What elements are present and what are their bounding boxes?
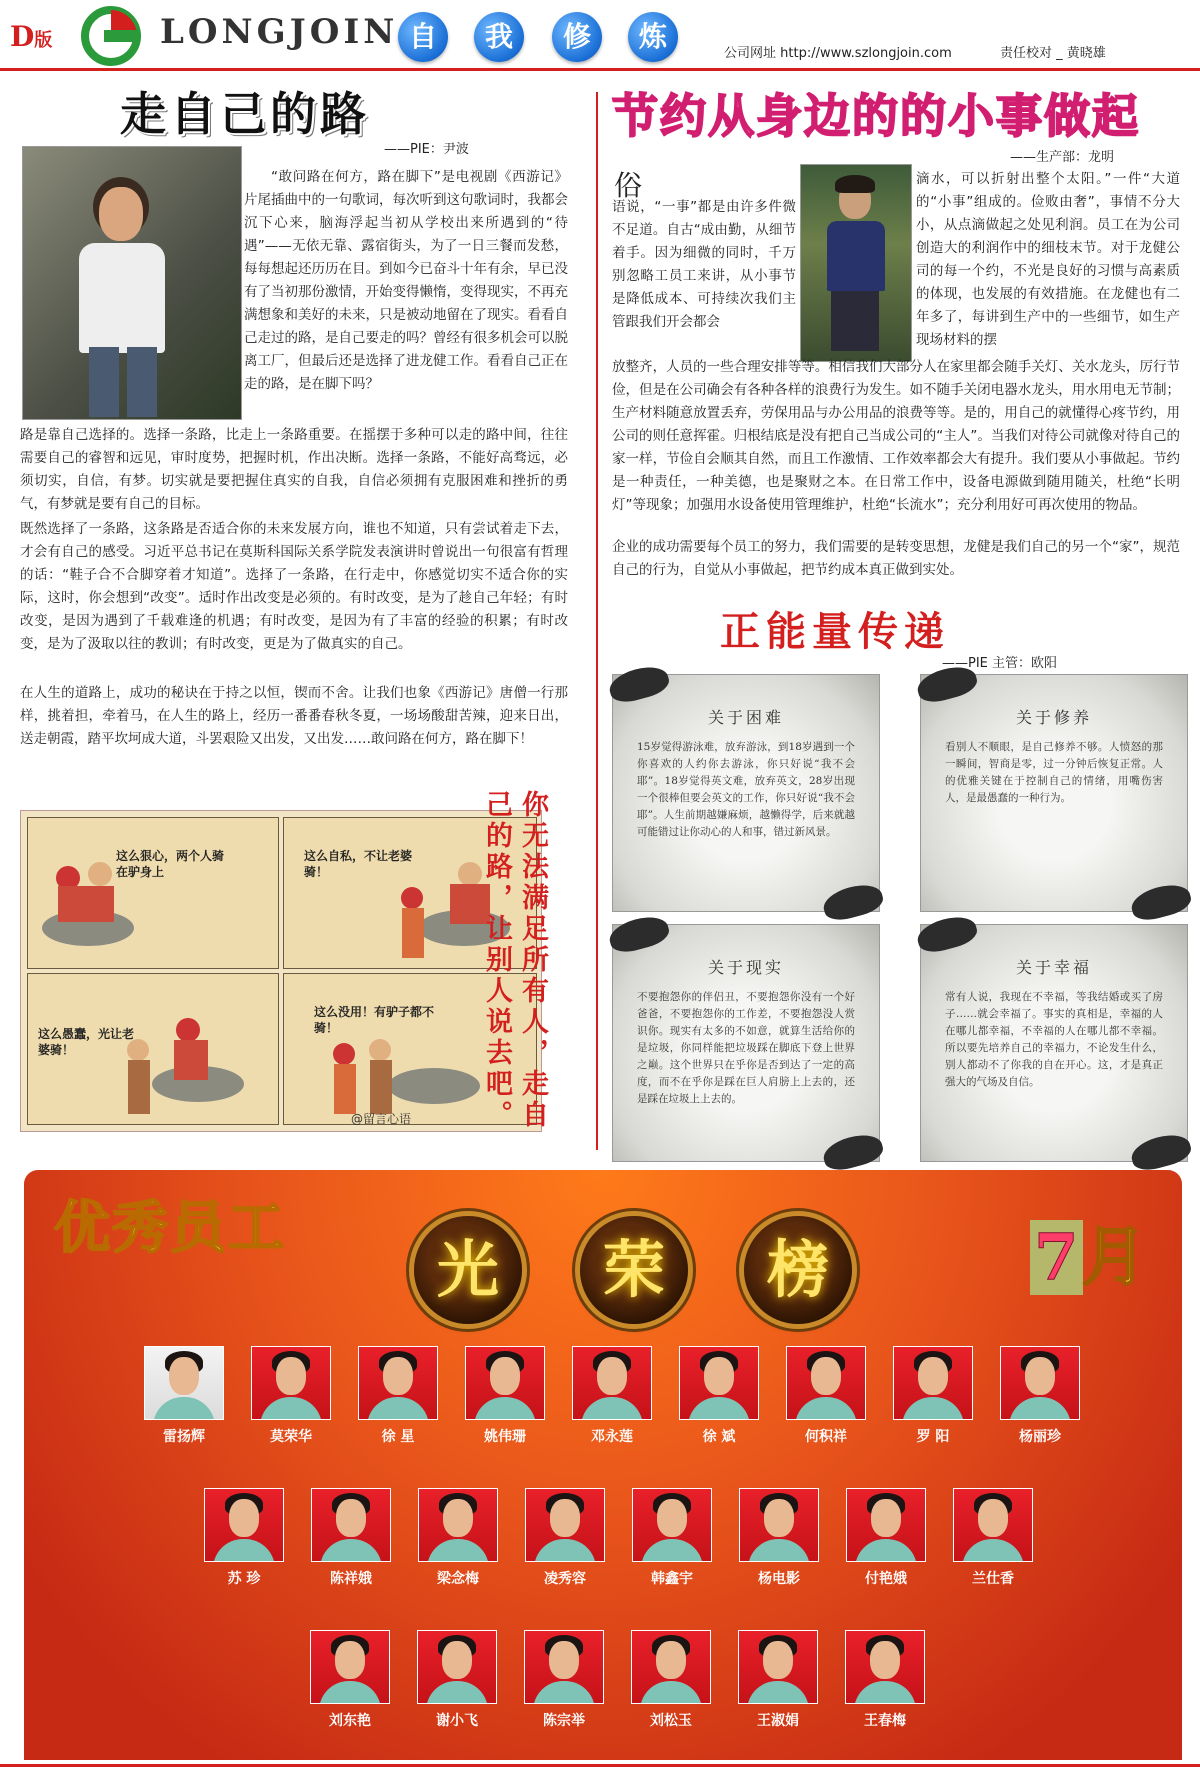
employee-photo [846,1488,926,1562]
employee-photo-face [490,1357,520,1395]
employee-card [786,1346,866,1446]
comic-credit: @留言心语 [351,1112,412,1126]
employee-photo-shirt [426,1681,488,1704]
brand-name: LONGJOIN [160,12,399,52]
employee-photo-face [978,1499,1008,1537]
employee-photo-face [763,1641,793,1679]
left-article-byline: ——PIE：尹波 [384,142,469,157]
honor-badge-3: 榜 [744,1216,852,1324]
employee-photo [572,1346,652,1420]
vertical-quote: 你无法满足所有人，走自己的路，让别人说去吧。 [481,790,548,1131]
employee-card [953,1488,1033,1588]
honor-badge-1: 光 [414,1216,522,1324]
employee-photo-shirt [367,1397,429,1420]
right-article-wrap-right: 滴水，可以折射出整个太阳。”一件“大道的“小事”组成的。俭败由奢”，事情不分大小，从点滴做起之处见利润。员工在为公司创造大的利润作中的细枝末节。对于龙健公司的每一个约，不光是良好的习惯与高素质的体现，也发展的有效措施。在龙健也有二年多了，每讲到生产中的一些细节，如生产现场材料的摆 [916,171,1180,348]
month-suffix: 月 [1082,1220,1147,1295]
employee-card [846,1488,926,1588]
employee-photo-shirt [854,1681,916,1704]
honor-month [1030,1206,1147,1298]
energy-card-body: 15岁觉得游泳难，放弃游泳，到18岁遇到一个你喜欢的人约你去游泳，你只好说“我不会耶”。18岁觉得英文难，放弃英文，28岁出现一个很棒但要会英文的工作，你只好说“我不会耶”。人生前期越嫌麻烦，越懒得学，后来就越可能错过让你动心的人和事，错过新风景。 [637,741,855,838]
employee-card [572,1346,652,1446]
energy-card-difficulty [612,674,880,912]
employee-photo-face [549,1641,579,1679]
employee-name: 兰仕香 [972,1571,1014,1587]
energy-card-cultivation [920,674,1188,912]
author-leg-left [89,347,119,417]
employee-photo-face [918,1357,948,1395]
energy-card-title: 关于幸福 [1015,958,1092,977]
employee-photo [893,1346,973,1420]
employee-photo [1000,1346,1080,1420]
employee-photo-shirt [427,1539,489,1562]
energy-card-happiness [920,924,1188,1162]
employee-card [738,1630,818,1730]
topic-circle-4: 炼 [628,12,678,62]
scroll-icon [606,912,672,957]
author-shirt [79,243,165,353]
author-leg-right [127,347,157,417]
employee-photo-shirt [962,1539,1024,1562]
comic-bubble-3: 这么愚蠢，光让老婆骑！ [38,1027,135,1057]
drop-cap: 俗 [614,169,643,202]
employee-photo-shirt [747,1681,809,1704]
left-article-intro: “敢问路在何方，路在脚下”是电视剧《西游记》片尾插曲中的一句歌词，每次听到这句歌词时，我都会沉下心来，脑海浮起当初从学校出来所遇到的“待遇”——无依无靠、露宿街头，为了一日三餐而发愁，每每想起还历历在目。到如今已奋斗十年有余，早已没有了当初那份激情，开始变得懒惰，变得现实，不再充满想象和美好的未来，只是被动地留在了现实。看看自己走过的路，是自己要走的吗？曾经有很多机会可以脱离工厂，但最后还是选择了进龙健工作。看看自己正在走的路，是在脚下吗？ [244,169,568,392]
employee-name: 苏 珍 [227,1571,261,1587]
employee-card [524,1630,604,1730]
employee-card [679,1346,759,1446]
employee-photo [953,1488,1033,1562]
employee-photo-shirt [213,1539,275,1562]
employee-name: 陈祥娥 [330,1571,372,1587]
employee-photo-face [443,1499,473,1537]
employee-name: 罗 阳 [916,1429,950,1445]
author2-shirt [827,221,885,291]
employee-photo [311,1488,391,1562]
left-article-paragraph-2: 既然选择了一条路，这条路是否适合你的未来发展方向，谁也不知道，只有尝试着走下去，才会有自己的感受。习近平总书记在莫斯科国际关系学院发表演讲时曾说出一句很富有哲理的话：“鞋子合不合脚穿着才知道”。选择了一条路，在行走中，你感觉切实不适合你的实际，这时，你会想到“改变”。适时作出改变是必须的。有时改变，是为了趁自己年轻；有时改变，是因为遇到了千载难逢的机遇；有时改变，是因为有了丰富的经验的积累；有时改变，是为了汲取以往的教训；有时改变，更是为了做真实的自己。 [20,521,568,652]
employee-photo-face [871,1499,901,1537]
edition-label [10,20,52,53]
employee-photo [524,1630,604,1704]
longjoin-logo [78,6,144,66]
employee-photo-face [336,1499,366,1537]
right-article-paragraph-1: 放整齐，人员的一些合理安排等等。相信我们大部分人在家里都会随手关灯、关水龙头，厉行节俭，但是在公司确会有各种各样的浪费行为发生。如不随手关闭电器水龙头，用水用电无节制；生产材料随意放置丢弃，劳保用品与办公用品的浪费等等。是的，用自己的就懂得心疼节约，用公司的则任意挥霍。归根结底是没有把自己当成公司的“主人”。当我们对待公司就像对待自己的家一样，节俭自会顺其自然，而且工作激情、工作效率都会大有提升。我们要从小事做起。节约是一种责任，一种美德，也是聚财之本。在日常工作中，设备电源做到随用随关，杜绝“长明灯”等现象；加强用水设备使用管理维护，杜绝“长流水”；充分利用好可再次使用的物品。 [612,359,1180,513]
employee-photo-shirt [581,1397,643,1420]
scroll-icon [820,880,886,925]
employee-photo-shirt [153,1397,215,1420]
employee-photo-shirt [533,1681,595,1704]
employee-photo-shirt [688,1397,750,1420]
employee-photo-face [335,1641,365,1679]
employee-card [525,1488,605,1588]
employee-photo [679,1346,759,1420]
donkey-icon [28,818,278,968]
scroll-icon [606,662,672,707]
topic-circle-3: 修 [552,12,602,62]
employee-photo [251,1346,331,1420]
employee-photo-shirt [260,1397,322,1420]
employee-photo [786,1346,866,1420]
employee-photo-face [657,1499,687,1537]
employee-photo-face [276,1357,306,1395]
energy-card-body: 看别人不顺眼，是自己修养不够。人愤怒的那一瞬间，智商是零，过一分钟后恢复正常。人的优雅关键在于控制自己的情绪，用嘴伤害人，是最愚蠢的一种行为。 [945,741,1163,804]
employee-card [739,1488,819,1588]
employee-name: 徐 斌 [702,1429,736,1445]
comic-bubble-4: 这么没用！有驴子都不骑！ [314,1005,435,1035]
employee-card [845,1630,925,1730]
employee-card [311,1488,391,1588]
employee-photo-face [597,1357,627,1395]
employee-photo [144,1346,224,1420]
employee-photo-face [704,1357,734,1395]
employee-card [310,1630,390,1730]
employee-photo [631,1630,711,1704]
right-article-byline: ——生产部：龙明 [1010,150,1115,165]
employee-photo-face [442,1641,472,1679]
employee-photo [310,1630,390,1704]
employee-name: 付艳娥 [865,1571,907,1587]
employee-photo-shirt [641,1539,703,1562]
employee-name: 雷扬辉 [163,1429,205,1445]
employee-name: 王淑娟 [757,1713,799,1729]
right-article-title: 节约从身边的的小事做起 [612,89,1140,143]
employee-name: 何积祥 [805,1429,847,1445]
energy-byline: ——PIE 主管：欧阳 [942,656,1058,671]
author-photo-2 [800,164,912,362]
employee-photo [358,1346,438,1420]
right-article-wrap-left: 语说，“一事”都是由许多件微不足道。自古“成由勤，从细节着手。因为细微的同时，千万别忽略工员工来讲，从小事节是降低成本、可持续次我们主管跟我们开会都会 [612,199,796,330]
left-article-paragraph-3: 在人生的道路上，成功的秘诀在于持之以恒，锲而不舍。让我们也象《西游记》唐僧一行那样，挑着担，牵着马，在人生的路上，经历一番番春秋冬夏，一场场酸甜苦辣，迎来日出，送走朝霞，踏平坎坷成大道，斗罢艰险又出发，又出发……敢问路在何方，路在脚下！ [20,685,568,747]
editor-credit: 责任校对 _ 黄晓雄 [1000,46,1106,61]
right-article-paragraph-2: 企业的成功需要每个员工的努力，我们需要的是转变思想，龙健是我们自己的另一个“家”，规范自己的行为，自觉从小事做起，把节约成本真正做到实处。 [612,539,1180,578]
author-face [99,187,143,241]
employee-card [418,1488,498,1588]
employee-photo-shirt [1009,1397,1071,1420]
employee-card [893,1346,973,1446]
left-article-paragraph-1: 路是靠自己选择的。选择一条路，比走上一条路重要。在摇摆于多种可以走的路中间，往往需要自己的睿智和远见，审时度势，把握时机，作出决断。选择一条路，不能好高骛远，必须切实，自信，有梦。切实就是要把握住真实的自我，自信必须拥有克服困难和挫折的勇气，有梦就是要有自己的目标。 [20,427,568,512]
energy-card-title: 关于现实 [707,958,784,977]
employee-card [465,1346,545,1446]
employee-card [144,1346,224,1446]
employee-photo-face [764,1499,794,1537]
employee-photo-face [811,1357,841,1395]
donkey-comic [20,810,542,1132]
employee-photo [738,1630,818,1704]
employee-photo [204,1488,284,1562]
employee-name: 徐 星 [381,1429,415,1445]
employee-photo-shirt [640,1681,702,1704]
footer-divider [0,1764,1200,1767]
topic-circle-2: 我 [474,12,524,62]
employee-photo-shirt [474,1397,536,1420]
honor-title: 优秀员工 [54,1195,286,1261]
employee-photo-face [1025,1357,1055,1395]
edition-letter: D [10,20,35,53]
employee-photo-shirt [855,1539,917,1562]
employee-card [204,1488,284,1588]
author2-pants [831,291,879,351]
employee-photo [418,1488,498,1562]
employee-photo-face [229,1499,259,1537]
employee-card [251,1346,331,1446]
company-website: 公司网址 http://www.szlongjoin.com [724,46,952,61]
employee-photo-shirt [902,1397,964,1420]
employee-photo-face [550,1499,580,1537]
employee-photo [845,1630,925,1704]
energy-card-body: 不要抱怨你的伴侣丑，不要抱怨你没有一个好爸爸，不要抱怨你的工作差，不要抱怨没人赏识你。现实有太多的不如意，就算生活给你的是垃圾，你同样能把垃圾踩在脚底下登上世界之巅。这个世界只在乎你是否到达了一定的高度，而不在乎你是踩在巨人肩膀上上去的，还是踩在垃圾上上去的。 [637,991,855,1105]
author-photo [22,146,242,420]
employee-photo-face [870,1641,900,1679]
employee-photo [525,1488,605,1562]
energy-title: 正能量传递 [720,608,950,655]
energy-card-body: 常有人说，我现在不幸福，等我结婚或买了房子……就会幸福了。事实的真相是，幸福的人在哪儿都幸福，不幸福的人在哪儿都不幸福。所以要先培养自己的幸福力，不论发生什么，别人都动不了你我的自在开心。这，才是真正强大的气场及自信。 [945,991,1163,1088]
employee-name: 刘松玉 [650,1713,692,1729]
employee-card [358,1346,438,1446]
employee-name: 凌秀容 [544,1571,586,1587]
employee-photo-face [656,1641,686,1679]
comic-bubble-1: 这么狠心，两个人骑在驴身上 [116,849,225,879]
scroll-icon [1128,1130,1194,1175]
employee-name: 韩鑫宇 [651,1571,693,1587]
employee-photo-shirt [534,1539,596,1562]
employee-photo-shirt [795,1397,857,1420]
month-number: 7 [1030,1220,1083,1295]
employee-name: 邓永莲 [591,1429,633,1445]
honor-roll [24,1170,1182,1760]
employee-card [1000,1346,1080,1446]
energy-card-reality [612,924,880,1162]
scroll-icon [820,1130,886,1175]
energy-card-title: 关于修养 [1015,708,1092,727]
header-divider [0,68,1200,71]
honor-badge-2: 荣 [580,1216,688,1324]
comic-panel-1 [27,817,279,969]
employee-card [631,1630,711,1730]
employee-card [417,1630,497,1730]
employee-name: 杨丽珍 [1019,1429,1061,1445]
employee-photo-face [169,1357,199,1395]
employee-name: 杨电影 [758,1571,800,1587]
employee-photo-shirt [748,1539,810,1562]
scroll-icon [914,912,980,957]
scroll-icon [1128,880,1194,925]
employee-photo [739,1488,819,1562]
employee-photo [465,1346,545,1420]
comic-bubble-2: 这么自私，不让老婆骑！ [304,849,413,879]
left-article-title: 走自己的路 [120,87,370,141]
employee-name: 谢小飞 [436,1713,478,1729]
employee-photo [632,1488,712,1562]
energy-card-title: 关于困难 [707,708,784,727]
employee-name: 莫荣华 [270,1429,312,1445]
comic-panel-3 [27,973,279,1125]
employee-name: 王春梅 [864,1713,906,1729]
edition-suffix: 版 [34,30,53,51]
employee-photo-shirt [320,1539,382,1562]
author2-hair [835,175,875,193]
employee-photo-face [383,1357,413,1395]
column-divider [596,92,598,1150]
employee-card [632,1488,712,1588]
topic-circle-1: 自 [398,12,448,62]
employee-name: 陈宗举 [543,1713,585,1729]
employee-name: 刘东艳 [329,1713,371,1729]
employee-name: 梁念梅 [437,1571,479,1587]
employee-photo [417,1630,497,1704]
employee-photo-shirt [319,1681,381,1704]
employee-name: 姚伟珊 [484,1429,526,1445]
